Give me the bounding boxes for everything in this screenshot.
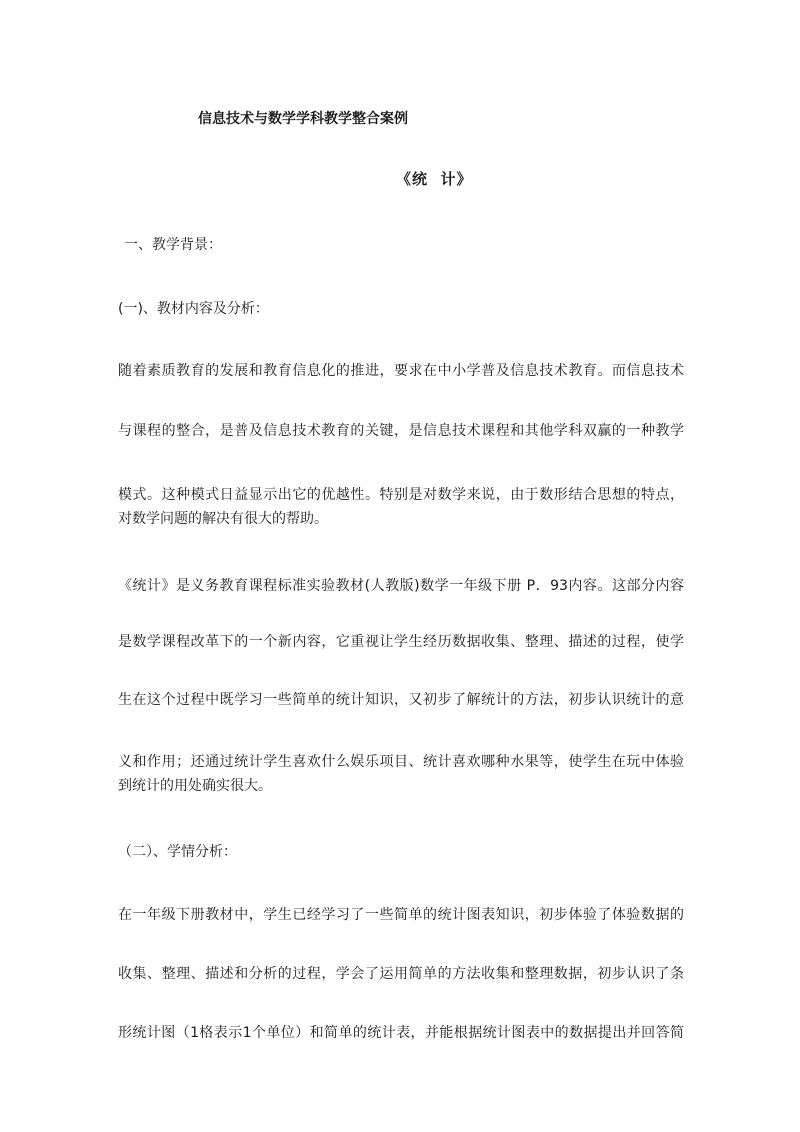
- paragraph-line: 在一年级下册教材中，学生已经学习了一些简单的统计图表知识，初步体验了体验数据的: [118, 907, 684, 923]
- paragraph-line: 形统计图（1格表示1个单位）和简单的统计表，并能根据统计图表中的数据提出并回答简: [118, 1025, 684, 1041]
- paragraph-line: 是数学课程改革下的一个新内容，它重视让学生经历数据收集、整理、描述的过程，使学: [118, 634, 684, 650]
- paragraph-line: 《统计》是义务教育课程标准实验教材(人教版)数学一年级下册 P．93内容。这部分内容: [118, 578, 684, 594]
- paragraph-line: 模式。这种模式日益显示出它的优越性。特别是对数学来说，由于数形结合思想的特点，: [118, 487, 684, 503]
- paragraph-line: 生在这个过程中既学习一些简单的统计知识，又初步了解统计的方法，初步认识统计的意: [118, 692, 684, 708]
- document-title: 信息技术与数学学科教学整合案例: [198, 111, 408, 127]
- paragraph-line: 义和作用；还通过统计学生喜欢什么娱乐项目、统计喜欢哪种水果等，使学生在玩中体验: [118, 754, 684, 770]
- paragraph-line: 到统计的用处确实很大。: [118, 778, 272, 794]
- section-heading: 一、教学背景：: [124, 237, 222, 253]
- paragraph-line: 对数学问题的解决有很大的帮助。: [118, 511, 328, 527]
- subsection-heading: （二）、学情分析：: [118, 844, 237, 860]
- paragraph-line: 收集、整理、描述和分析的过程，学会了运用简单的方法收集和整理数据，初步认识了条: [118, 966, 684, 982]
- paragraph-line: 随着素质教育的发展和教育信息化的推进，要求在中小学普及信息技术教育。而信息技术: [118, 363, 684, 379]
- subsection-heading: (一)、教材内容及分析：: [118, 301, 269, 317]
- paragraph-line: 与课程的整合，是普及信息技术教育的关键，是信息技术课程和其他学科双赢的一种教学: [118, 423, 684, 439]
- document-subtitle: 《统 计》: [396, 170, 473, 188]
